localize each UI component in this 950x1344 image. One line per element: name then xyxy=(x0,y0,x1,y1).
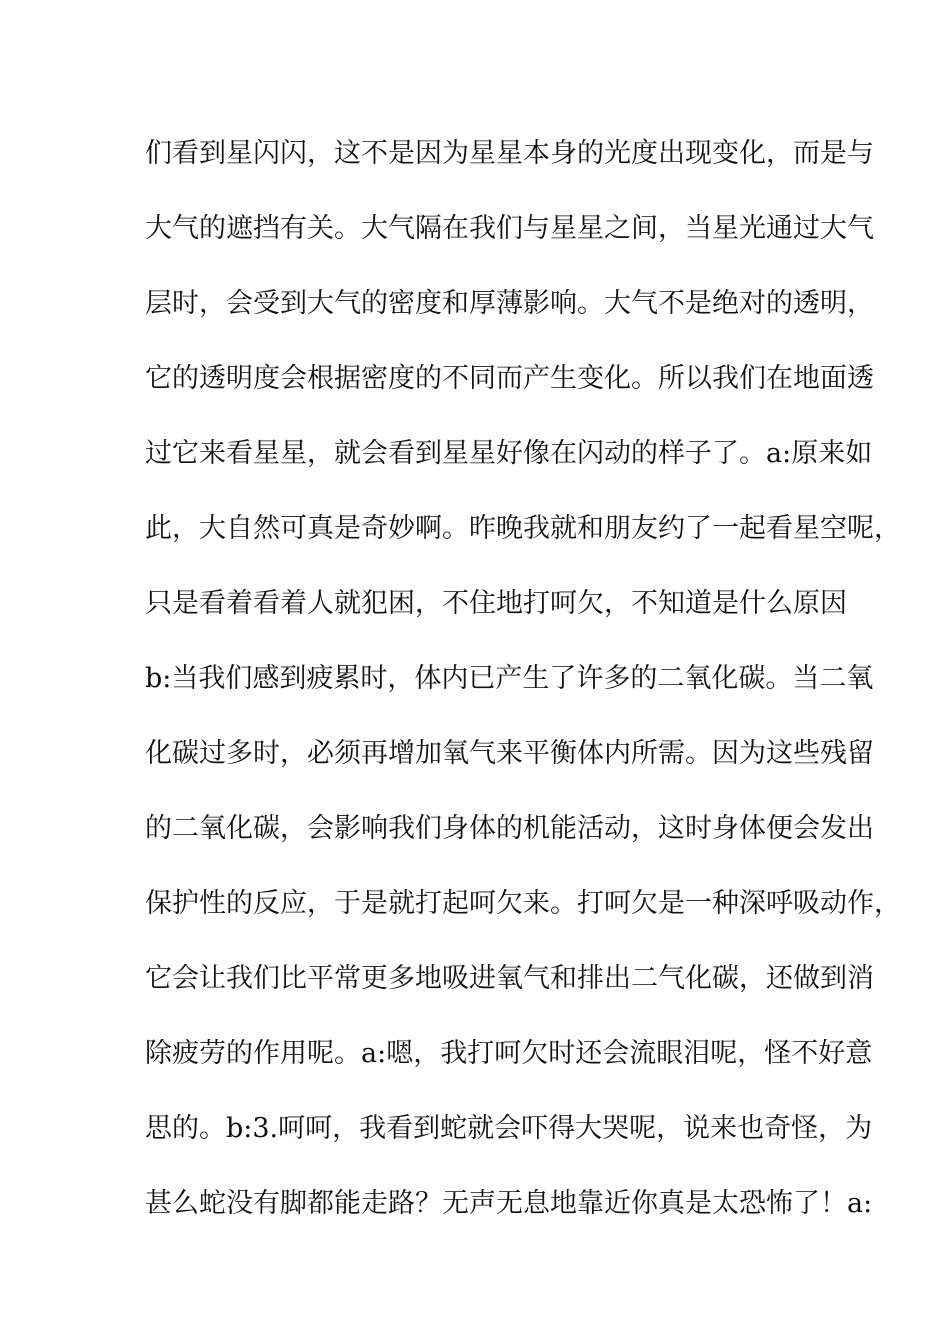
text-line: b:当我们感到疲累时，体内已产生了许多的二氧化碳。当二氧 xyxy=(145,663,874,694)
text-line: 大气的遮挡有关。大气隔在我们与星星之间，当星光通过大气 xyxy=(145,213,874,244)
text-line: 它会让我们比平常更多地吸进氧气和排出二气化碳，还做到消 xyxy=(145,963,874,994)
text-line: 甚么蛇没有脚都能走路？无声无息地靠近你真是太恐怖了！a: xyxy=(145,1188,873,1219)
text-line: 思的。b:3.呵呵，我看到蛇就会吓得大哭呢，说来也奇怪，为 xyxy=(145,1113,873,1144)
text-line: 只是看着看着人就犯困，不住地打呵欠，不知道是什么原因 xyxy=(145,588,847,619)
text-line: 此，大自然可真是奇妙啊。昨晚我就和朋友约了一起看星空呢， xyxy=(145,513,901,544)
body-text xyxy=(145,130,901,1255)
text-line: 它的透明度会根据密度的不同而产生变化。所以我们在地面透 xyxy=(145,363,874,394)
text-line: 化碳过多时，必须再增加氧气来平衡体内所需。因为这些残留 xyxy=(145,738,874,769)
text-line: 层时，会受到大气的密度和厚薄影响。大气不是绝对的透明， xyxy=(145,288,874,319)
text-line: 们看到星闪闪，这不是因为星星本身的光度出现变化，而是与 xyxy=(145,138,874,169)
text-line: 过它来看星星，就会看到星星好像在闪动的样子了。a:原来如 xyxy=(145,438,873,469)
text-line: 的二氧化碳，会影响我们身体的机能活动，这时身体便会发出 xyxy=(145,813,874,844)
text-line: 保护性的反应，于是就打起呵欠来。打呵欠是一种深呼吸动作， xyxy=(145,888,901,919)
text-line: 除疲劳的作用呢。a:嗯，我打呵欠时还会流眼泪呢，怪不好意 xyxy=(145,1038,873,1069)
